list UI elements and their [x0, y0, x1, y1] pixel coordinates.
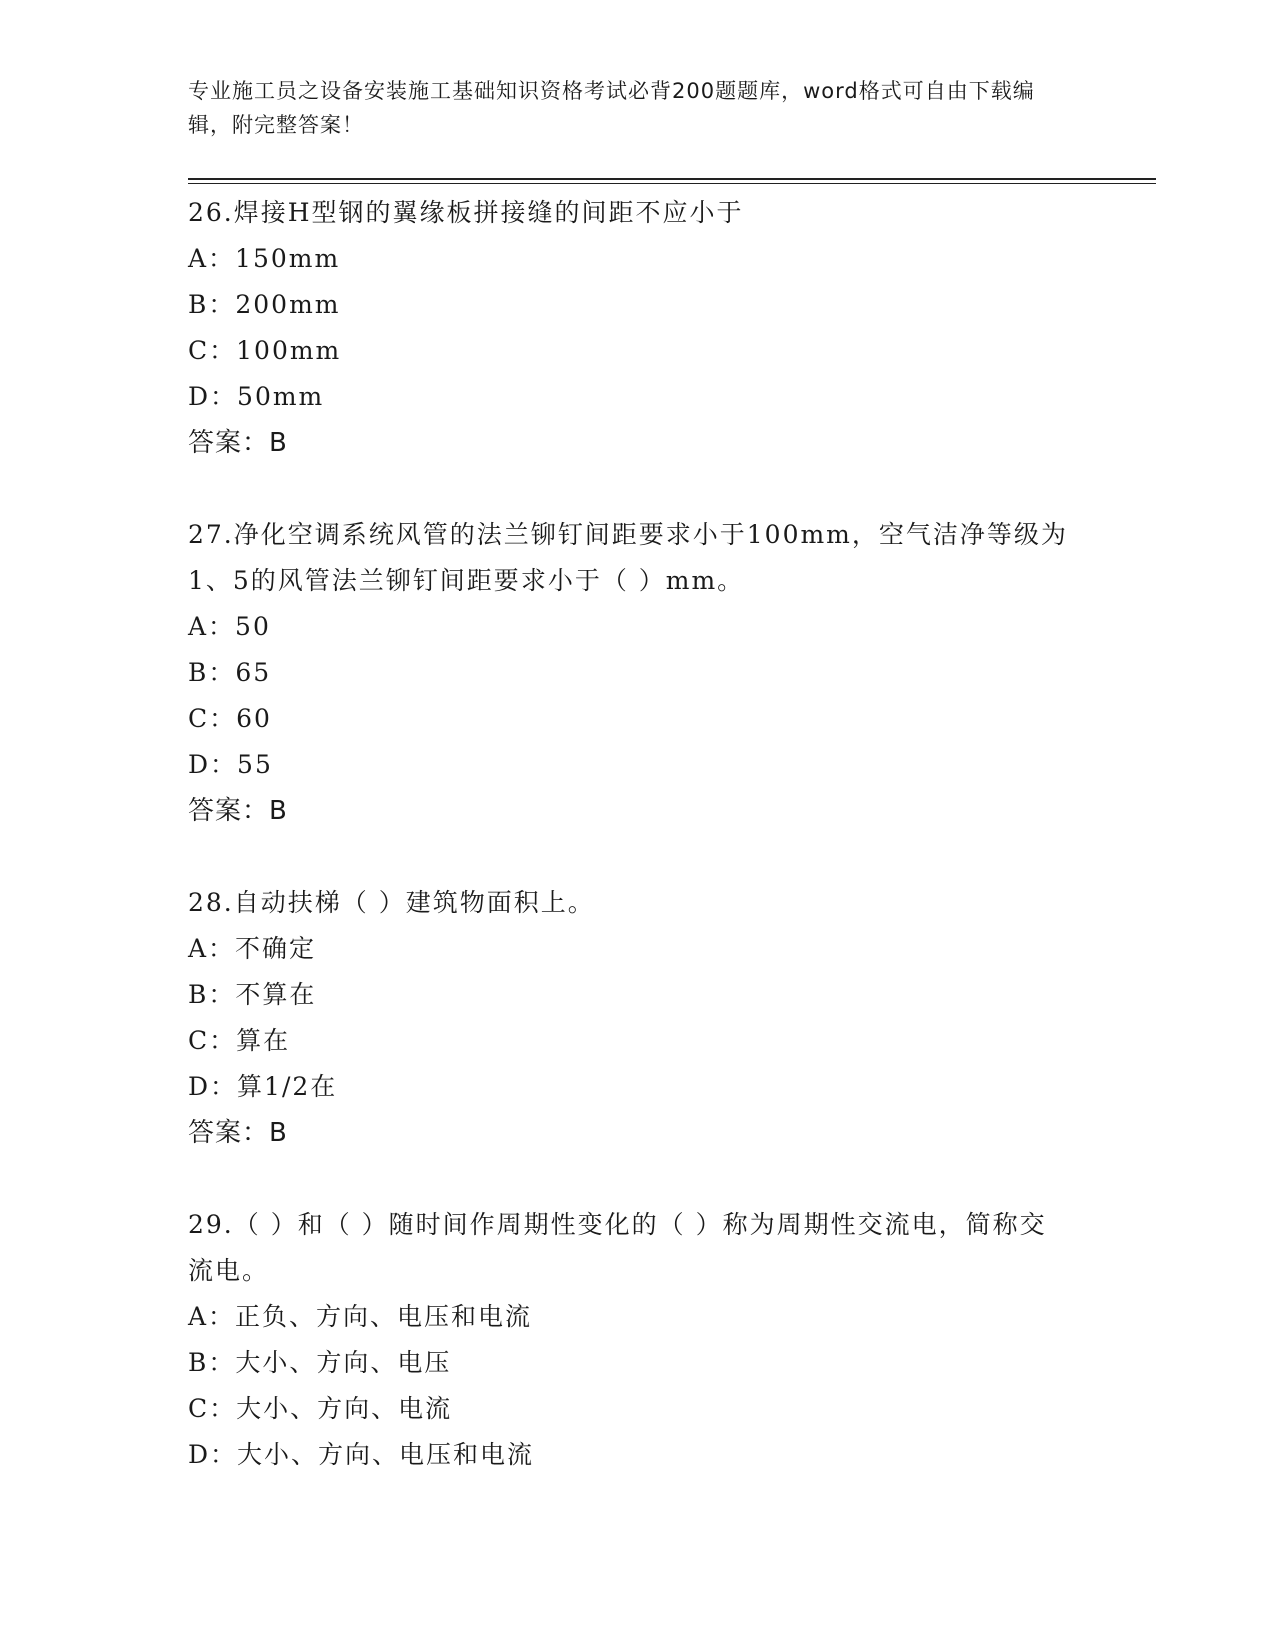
question-28	[188, 880, 1068, 1156]
option-b: B：不算在	[188, 980, 317, 1009]
question-spacer	[188, 466, 1068, 512]
question-stem: 27.净化空调系统风管的法兰铆钉间距要求小于100mm，空气洁净等级为1、5的风管法兰铆钉间距要求小于（ ）mm。	[188, 520, 1068, 595]
option-a: A：正负、方向、电压和电流	[188, 1302, 533, 1331]
option-b: B：大小、方向、电压	[188, 1348, 452, 1377]
question-stem: 26.焊接H型钢的翼缘板拼接缝的间距不应小于	[188, 198, 744, 227]
option-c: C：算在	[188, 1026, 291, 1055]
question-stem: 28.自动扶梯（ ）建筑物面积上。	[188, 888, 595, 917]
question-spacer	[188, 1156, 1068, 1202]
option-a: A：150mm	[188, 244, 341, 273]
option-b: B：200mm	[188, 290, 341, 319]
option-c: C：60	[188, 704, 272, 733]
question-stem: 29.（ ）和（ ）随时间作周期性变化的（ ）称为周期性交流电，简称交流电。	[188, 1210, 1047, 1285]
question-29	[188, 1202, 1068, 1478]
header-rule-thin	[188, 183, 1156, 184]
option-d: D：大小、方向、电压和电流	[188, 1440, 535, 1469]
option-c: C：100mm	[188, 336, 342, 365]
option-d: D：算1/2在	[188, 1072, 338, 1101]
answer-line: 答案：B	[188, 1118, 288, 1148]
question-27	[188, 512, 1068, 834]
option-a: A：不确定	[188, 934, 317, 963]
option-d: D：55	[188, 750, 273, 779]
option-d: D：50mm	[188, 382, 325, 411]
document-header: 专业施工员之设备安装施工基础知识资格考试必背200题题库，word格式可自由下载编辑，附完整答案！	[188, 79, 1035, 137]
option-b: B：65	[188, 658, 272, 687]
header-rule-thick	[188, 178, 1156, 180]
question-26	[188, 190, 1068, 466]
answer-line: 答案：B	[188, 428, 288, 458]
option-a: A：50	[188, 612, 271, 641]
question-spacer	[188, 834, 1068, 880]
question-list	[188, 190, 1068, 1478]
answer-line: 答案：B	[188, 796, 288, 826]
option-c: C：大小、方向、电流	[188, 1394, 453, 1423]
